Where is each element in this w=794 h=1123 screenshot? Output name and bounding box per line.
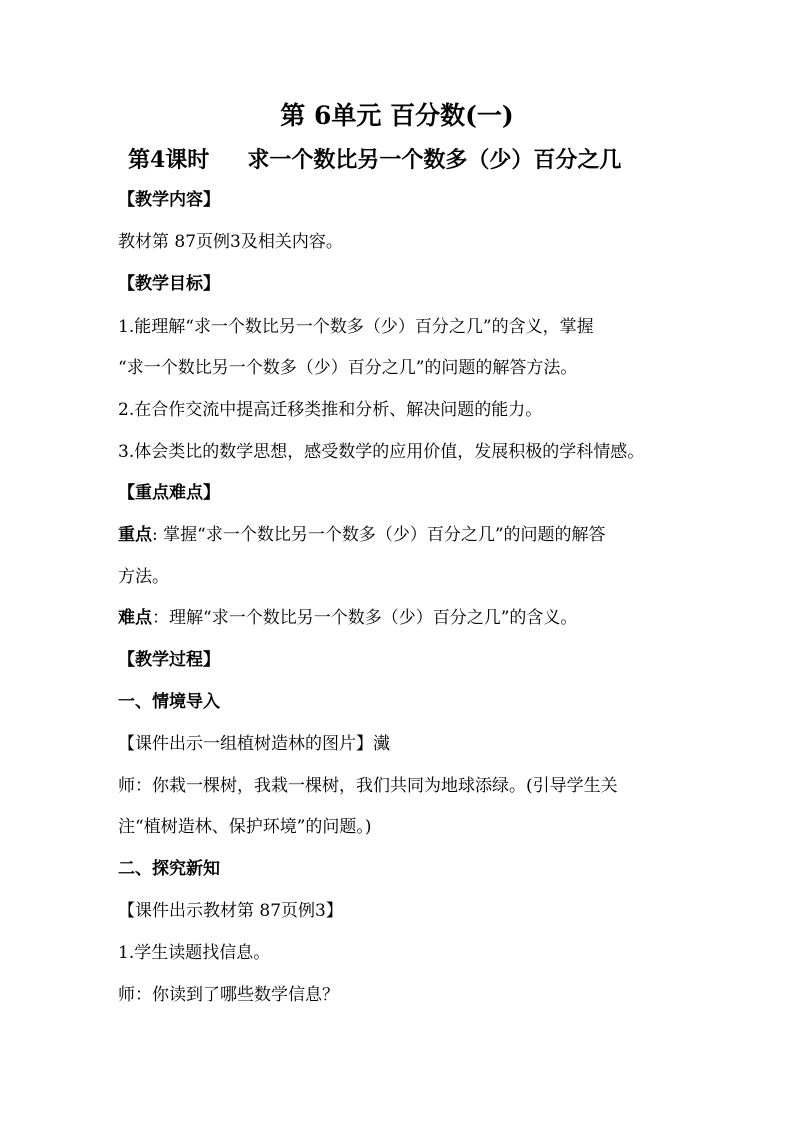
teaching-content-heading: 【教学内容】 [118, 190, 220, 210]
part-1-teacher-line-2: 注“植树造林、保护环境”的问题。) [118, 817, 372, 837]
key-point-label: 重点 [118, 525, 152, 545]
goal-2: 2.在合作交流中提高迁移类推和分析、解决问题的能力。 [118, 400, 543, 420]
part-1-heading: 一、情境导入 [118, 692, 220, 712]
step-1-teacher: 师：你读到了哪些数学信息？ [118, 985, 339, 1005]
part-1-teacher-line-1: 师：你栽一棵树，我栽一棵树，我们共同为地球添绿。(引导学生关 [118, 776, 618, 796]
teaching-goals-heading: 【教学目标】 [118, 274, 220, 294]
key-point-text: : 掌握“求一个数比另一个数多（少）百分之几”的问题的解答 [152, 525, 606, 545]
lesson-heading [128, 144, 621, 176]
difficulty-label: 难点 [118, 608, 152, 628]
lesson-number: 第4课时 [128, 147, 210, 173]
goal-1-line-1: 1.能理解“求一个数比另一个数多（少）百分之几”的含义，掌握 [118, 317, 594, 337]
part-2-courseware: 【课件出示教材第 87页例3】 [118, 901, 343, 921]
teaching-content-text: 教材第 87页例3及相关内容。 [118, 232, 343, 252]
difficulty-line [118, 606, 577, 630]
part-2-heading: 二、探究新知 [118, 859, 220, 879]
step-1: 1.学生读题找信息。 [118, 943, 271, 963]
teaching-process-heading: 【教学过程】 [118, 650, 220, 670]
lesson-title: 求一个数比另一个数多（少）百分之几 [247, 147, 622, 173]
goal-1-line-2: “求一个数比另一个数多（少）百分之几”的问题的解答方法。 [118, 358, 578, 378]
difficulty-text: ：理解“求一个数比另一个数多（少）百分之几”的含义。 [152, 608, 578, 628]
key-point-line-2: 方法。 [118, 567, 169, 587]
key-difficulty-heading: 【重点难点】 [118, 483, 220, 503]
unit-title: 第 6单元 百分数(一) [280, 101, 514, 130]
part-1-courseware: 【课件出示一组植树造林的图片】瀻 [118, 734, 390, 754]
goal-3: 3.体会类比的数学思想，感受数学的应用价值，发展积极的学科情感。 [118, 442, 645, 462]
key-point-line-1 [118, 523, 606, 547]
